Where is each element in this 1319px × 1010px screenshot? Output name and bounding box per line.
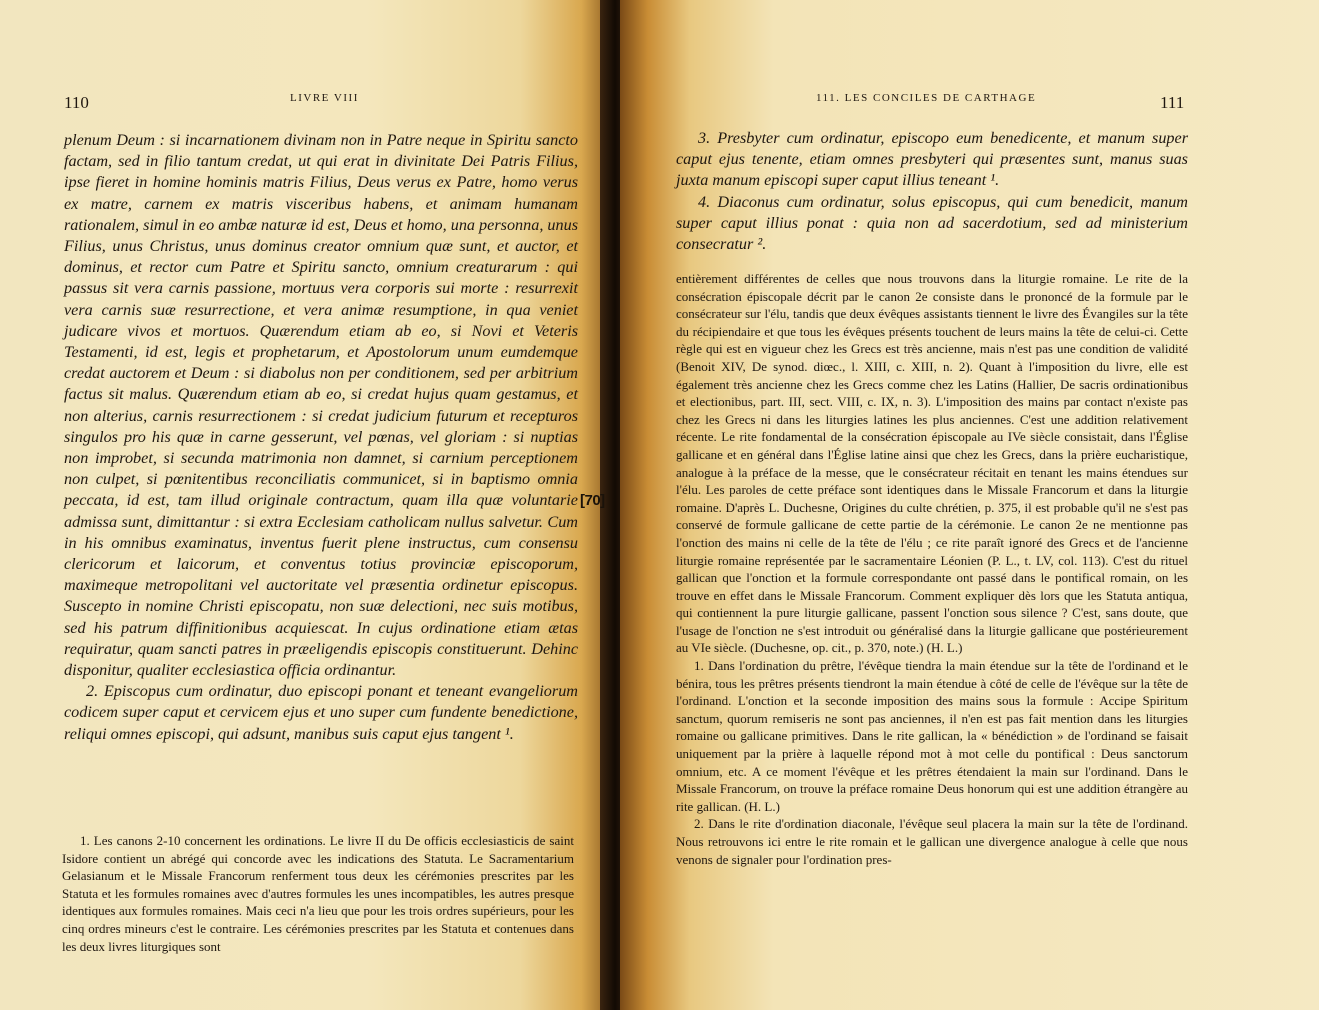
right-main-text (676, 128, 1188, 255)
left-footnote (62, 832, 574, 955)
left-main-text (64, 130, 578, 745)
note-2: 2. Dans le rite d'ordination diaconale, l'évêque seul placera la main sur la tête de l'ordinand. Nous retrouvons ici entre le rite romain et le gallican une divergence analogue à celle que nous venons de signaler pour l'ordination pres- (676, 816, 1188, 867)
canon-1-text: plenum Deum : si incarnationem divinam non in Patre neque in Spiritu sancto factam, sed in filio tantum credat, ut qui erat in divinitate Dei Patris Filius, ipse fieret in homine hominis matris Filius, Deus verus ex Patre, homo verus ex matre, carnem ex matris visceribus habens, et animam humanam rationalem, simul in eo ambæ naturæ id est, Deus et homo, una personna, unus Filius, unus Christus, unus dominus creator omnium quæ sunt, et auctor, et dominus, et rector cum Patre et Spiritu sancto, omnium creaturarum : qui passus sit vera carnis passione, mortuus vera corporis sui morte : resurrexit vera carnis suæ resurrectione, et vera animæ resumptione, in qua veniet judicare vivos et mortuos. Quærendum etiam ab eo, si Novi et Veteris Testamenti, id est, legis et prophetarum, et Apostolorum unum eumdemque credat auctorem et Deum : si diabolus non per conditionem, sed per arbitrium factus sit malus. Quærendum etiam ab eo, si credat hujus quam gestamus, et non alterius, carnis resurrectionem : si credat judicium futurum et recepturos singulos pro his quæ in carne gesserunt, vel pœnas, vel gloriam : si nuptias non improbet, si secunda matrimonia non damnet, si carnium perceptionem non culpet, si pœnitentibus reconciliatis communicet, si in baptismo omnia peccata, id est, tam illud originale contractum, quam illa quæ voluntarie admissa sunt, dimittantur : si extra Ecclesiam catholicam nullus salvetur. Cum in his omnibus examinatus, inventus fuerit plene instructus, cum consensu clericorum et laicorum, et conventus totius provinciæ episcoporum, maximeque metropolitani vel auctoritate vel præsentia ordinetur episcopus. Suscepto in nomine Christi episcopatu, non suæ delectioni, nec suis motibus, sed his patrum diffinitionibus acquiescat. In cujus ordinatione etiam ætas requiratur, quam sancti patres in præeligendis episcopis constituerunt. Dehinc disponitur, qualiter ecclesiastica officia ordinantur. (64, 131, 578, 680)
right-notes (676, 270, 1188, 868)
footnote-1: 1. Les canons 2-10 concernent les ordinations. Le livre II du De officis ecclesiasticis de saint Isidore contient un abrégé qui concorde avec les indications des Statuta. Le Sacramentarium Gelasianum et le Missale Francorum renferment tous deux les cérémonies prescrites par les Statuta et les formules romaines avec d'autres formules les unes incompatibles, les autres presque identiques aux formules romaines. Mais ceci n'a lieu que pour les trois ordres supérieurs, pour les cinq ordres mineurs c'est le contraire. Les cérémonies prescrites par les Statuta et contenues dans les deux livres liturgiques sont (62, 833, 574, 954)
note-1: 1. Dans l'ordination du prêtre, l'évêque tiendra la main étendue sur la tête de l'ordinand et le bénira, tous les prêtres présents tiendront la main étendue à côté de celle de l'évêque sur la tête de l'ordinand. L'onction et la seconde imposition des mains sous la formule : Accipe Spiritum sanctum, quorum remiseris ne sont pas anciennes, il n'en est pas fait mention dans les liturgies romaine ou gallicane primitives. Dans le rite gallican, la « bénédiction » de l'ordinand se faisait uniquement par la prière à laquelle répond mot à mot celle du pontifical : Deus sanctorum omnium, etc. A ce moment l'évêque et les prêtres étendaient la main sur l'ordinand. Dans le Missale Francorum, on trouve la préface romaine Deus honorum qui est une addition étrangère au rite gallican. (H. L.) (676, 658, 1188, 814)
margin-marker: [70] (580, 492, 605, 509)
note-continuation: entièrement différentes de celles que nous trouvons dans la liturgie romaine. Le rite de la consécration épiscopale décrit par le canon 2e consiste dans le prononcé de la formule par le consécrateur sur l'élu, tandis que deux évêques assistants tiennent le livre des Évangiles sur la tête du récipiendaire et que tous les évêques présents touchent de leurs mains la tête de celui-ci. Cette règle qui est en vigueur chez les Grecs est très ancienne, mais n'est pas une condition de validité (Benoit XIV, De synod. diœc., l. XIII, c. XIII, n. 2). Quant à l'imposition du livre, elle est également très ancienne chez les Grecs comme chez les Latins (Hallier, De sacris ordinationibus et electionibus, part. III, sect. VIII, c. IX, n. 3). L'imposition des mains par contact n'existe pas chez les Grecs ni dans les liturgies latines les plus anciennes. C'est une addition relativement récente. Le rite fondamental de la consécration épiscopale au IVe siècle consistait, dans l'Église gallicane et en général dans l'Église latine ainsi que chez les Grecs, dans la prière eucharistique, analogue à la préface de la messe, que le consécrateur récitait en tenant les mains étendues sur l'élu. Les paroles de cette préface sont identiques dans le Missale Francorum et dans la liturgie romaine. D'après L. Duchesne, Origines du culte chrétien, p. 375, il est probable qu'il ne s'est pas conservé de formule gallicane de cette partie de la cérémonie. Le canon 2e ne mentionne pas l'onction des mains ni celle de la tête de l'élu ; ce rite paraît ignoré des Grecs et de l'ancienne liturgie romaine représentée par le sacramentaire Léonien (P. L., t. LV, col. 113). C'est du rituel gallican que l'onction et la formule correspondante ont passé dans le pontifical romain, on les trouve en effet dans le Missale Francorum. Comment expliquer dès lors que les Statuta antiqua, qui contiennent la pure liturgie gallicane, passent l'onction sous silence ? C'est, sans doute, que l'usage de l'onction ne s'est introduit ou généralisé dans la liturgie gallicane que postérieurement au VIe siècle. (Duchesne, op. cit., p. 370, note.) (H. L.) (676, 271, 1188, 656)
right-running-head: 111. LES CONCILES DE CARTHAGE (816, 92, 1037, 104)
right-page (620, 0, 1319, 1010)
left-page-number: 110 (64, 93, 89, 112)
canon-2-text: 2. Episcopus cum ordinatur, duo episcopi ponant et teneant evangeliorum codicem super caput et cervicem ejus et uno super cum fundente benedictione, reliqui omnes episcopi, qui adsunt, manibus suis caput ejus tangent ¹. (64, 682, 578, 743)
canon-3-text: 3. Presbyter cum ordinatur, episcopo eum benedicente, et manum super caput ejus tenente, etiam omnes presbyteri qui præsentes sunt, manus suas juxta manum episcopi super caput illius teneant ¹. (676, 129, 1188, 190)
canon-4-text: 4. Diaconus cum ordinatur, solus episcopus, qui cum benedicit, manum super caput illius ponat : quia non ad sacerdotium, sed ad ministerium consecratur ². (676, 192, 1188, 254)
right-page-number: 111 (1160, 93, 1185, 112)
left-page (0, 0, 612, 1010)
left-running-head: LIVRE VIII (290, 92, 359, 104)
